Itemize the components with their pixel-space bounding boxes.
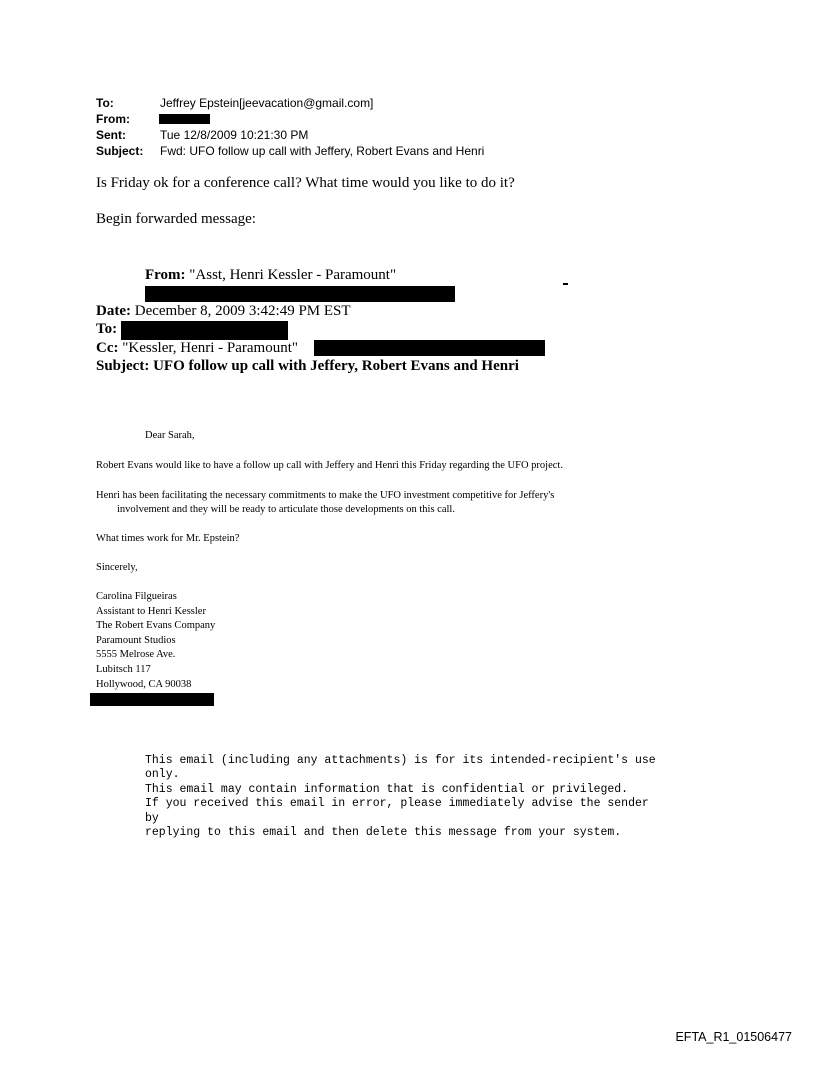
disclaimer-line: This email (including any attachments) is for its intended-recipient's use	[145, 754, 656, 767]
redaction-bar	[145, 286, 455, 302]
fwd-cc-value: "Kessler, Henri - Paramount"	[122, 340, 299, 356]
disclaimer-line: This email may contain information that is confidential or privileged.	[145, 782, 629, 796]
fwd-date-value: December 8, 2009 3:42:49 PM EST	[134, 303, 351, 319]
fwd-to-label: To:	[96, 321, 118, 337]
redaction-bar	[90, 693, 214, 706]
fwd-from-line	[145, 267, 396, 284]
fwd-from-value: "Asst, Henri Kessler - Paramount"	[189, 267, 397, 283]
to-label: To:	[96, 96, 114, 110]
fwd-to-line	[96, 321, 117, 338]
message-paragraph-2-line-2: involvement and they will be ready to articulate those developments on this call.	[117, 504, 455, 515]
fwd-subject-line	[96, 358, 519, 375]
fwd-cc-line	[96, 340, 298, 357]
greeting: Dear Sarah,	[145, 430, 195, 441]
message-paragraph-3: What times work for Mr. Epstein?	[96, 533, 240, 544]
document-id: EFTA_R1_01506477	[675, 1030, 792, 1044]
signature-line: Hollywood, CA 90038	[96, 678, 192, 690]
subject-value: Fwd: UFO follow up call with Jeffery, Robert Evans and Henri	[160, 144, 485, 158]
signature-line: Paramount Studios	[96, 634, 176, 646]
message-paragraph-2-line-1: Henri has been facilitating the necessary commitments to make the UFO investment competitive for Jeffery's	[96, 490, 555, 501]
signature-line: 5555 Melrose Ave.	[96, 649, 176, 661]
from-label: From:	[96, 112, 130, 126]
to-value: Jeffrey Epstein[jeevacation@gmail.com]	[160, 96, 374, 110]
message-paragraph-1: Robert Evans would like to have a follow up call with Jeffery and Henri this Friday regarding the UFO project.	[96, 460, 563, 471]
body-line-2: Begin forwarded message:	[96, 211, 256, 227]
disclaimer-block	[145, 754, 656, 840]
fwd-date-line	[96, 303, 351, 320]
signature-line: Lubitsch 117	[96, 663, 151, 675]
fwd-from-label: From:	[145, 267, 186, 283]
signature-line: Carolina Filgueiras	[96, 591, 177, 602]
signature-line: Assistant to Henri Kessler	[96, 605, 206, 617]
signature-line: The Robert Evans Company	[96, 620, 216, 632]
fwd-subject-label: Subject:	[96, 358, 150, 374]
fwd-cc-label: Cc:	[96, 340, 119, 356]
disclaimer-line: replying to this email and then delete this message from your system.	[145, 826, 622, 840]
disclaimer-line: only.	[145, 768, 180, 782]
fwd-date-label: Date:	[96, 303, 131, 319]
disclaimer-line: by	[145, 811, 159, 825]
fwd-subject-value: UFO follow up call with Jeffery, Robert Evans and Henri	[153, 358, 519, 374]
redaction-bar	[121, 321, 288, 340]
sent-label: Sent:	[96, 128, 126, 142]
disclaimer-line: If you received this email in error, please immediately advise the sender	[145, 797, 649, 811]
closing: Sincerely,	[96, 562, 138, 573]
subject-label: Subject:	[96, 144, 144, 158]
body-line-1: Is Friday ok for a conference call? What time would you like to do it?	[96, 175, 515, 191]
redaction-bar	[314, 340, 545, 356]
signature-block	[96, 590, 215, 692]
redaction-mark	[563, 283, 568, 285]
redaction-bar	[159, 114, 210, 124]
sent-value: Tue 12/8/2009 10:21:30 PM	[160, 128, 309, 142]
